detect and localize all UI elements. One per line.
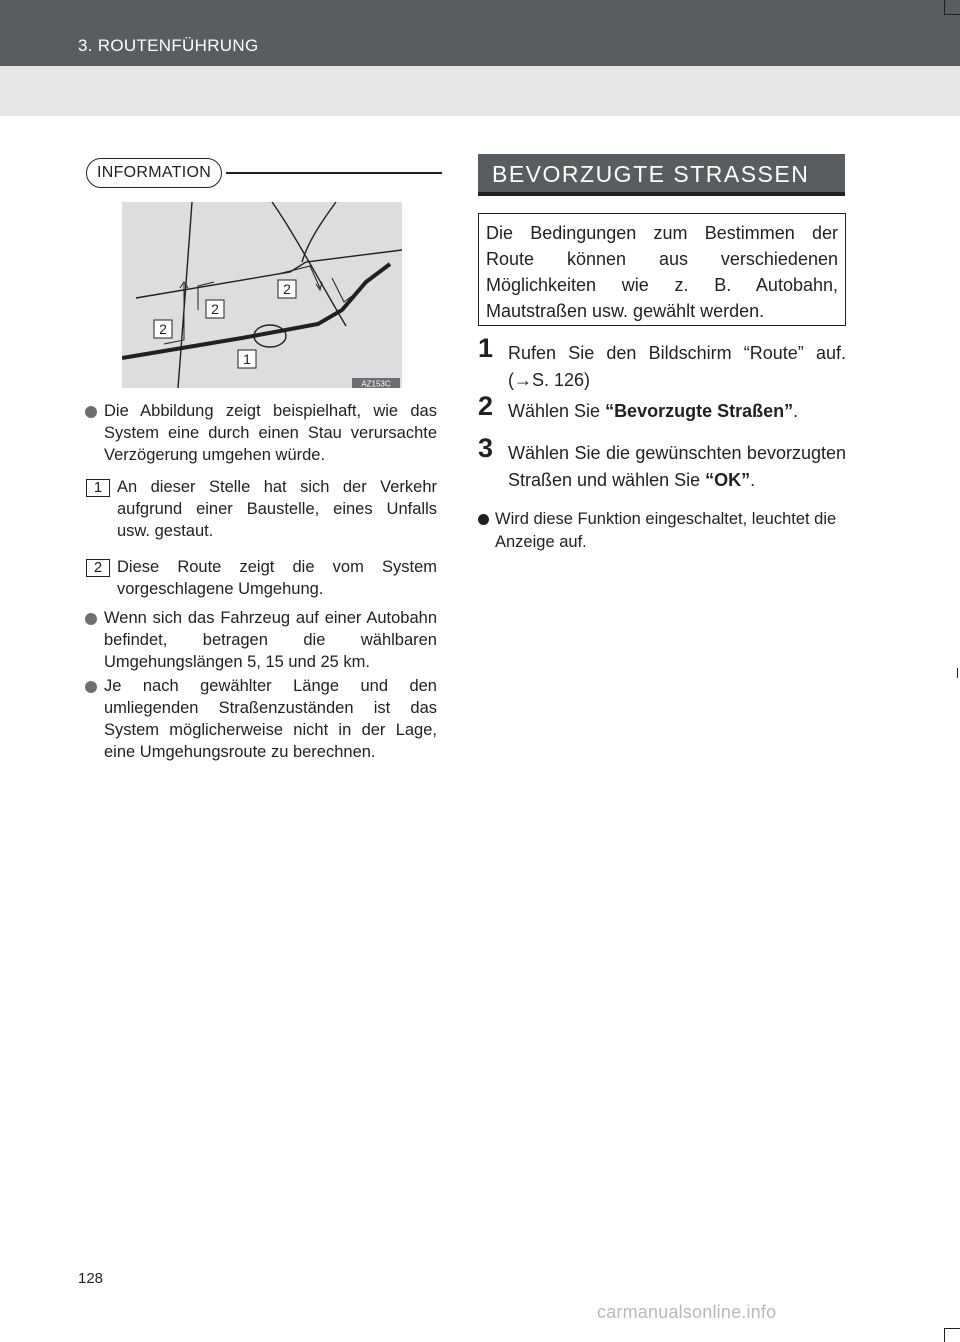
legend-item-2: 2 Diese Route zeigt die vom System vorgeschlagene Umgehung. xyxy=(86,556,437,600)
bullet-dot xyxy=(85,681,97,693)
note-bullet: Wird diese Funktion eingeschaltet, leuchtet die Anzeige auf. xyxy=(478,508,846,554)
header-band xyxy=(0,66,960,116)
step-number-3: 3 xyxy=(478,433,494,463)
section-title: 3. ROUTENFÜHRUNG xyxy=(78,36,259,55)
map-marker-1: 1 xyxy=(243,351,251,367)
step-number-2: 2 xyxy=(478,391,494,421)
section-heading-bevorzugte-strassen: BEVORZUGTE STRASSEN xyxy=(478,154,845,196)
information-rule xyxy=(226,172,442,174)
info-bullet-2: Wenn sich das Fahrzeug auf einer Autobahn befindet, betragen die wählbaren Umgehungslängen 5, 15 und 25 km. xyxy=(85,607,437,673)
crop-mark-top xyxy=(944,0,945,14)
information-label: INFORMATION xyxy=(86,158,222,188)
legend-number-1: 1 xyxy=(86,479,110,497)
bullet-dot xyxy=(85,613,97,625)
info-bullet-3: Je nach gewählter Länge und den umliegenden Straßenzuständen ist das System möglicherweise nicht in der Lage, eine Umgehungsroute zu berechnen. xyxy=(85,675,437,763)
step-3: 3 Wählen Sie die gewünschten bevorzugten Straßen und wählen Sie “OK”. xyxy=(478,433,846,490)
bullet-dot xyxy=(478,514,489,525)
legend-item-1: 1 An dieser Stelle hat sich der Verkehr aufgrund einer Baustelle, eines Unfalls usw. gestaut. xyxy=(86,476,437,542)
detour-map-figure xyxy=(122,202,402,388)
legend-number-2: 2 xyxy=(86,559,110,577)
info-bullet-1: Die Abbildung zeigt beispielhaft, wie das System eine durch einen Stau verursachte Verzögerung umgehen würde. xyxy=(85,400,437,466)
map-marker-2-right: 2 xyxy=(283,281,291,297)
menu-option-bevorzugte-strassen: “Bevorzugte Straßen” xyxy=(605,401,794,421)
intro-box: Die Bedingungen zum Bestimmen der Route können aus verschiedenen Möglichkeiten wie z. B. Autobahn, Mautstraßen usw. gewählt werden. xyxy=(478,213,846,326)
watermark: carmanualsonline.info xyxy=(597,1302,777,1322)
step-number-1: 1 xyxy=(478,333,494,363)
page-number: 128 xyxy=(78,1270,104,1287)
map-marker-2-center: 2 xyxy=(211,301,219,317)
map-marker-2-left: 2 xyxy=(159,321,167,337)
crop-mark-bottom-v xyxy=(944,1328,945,1342)
crop-mark-top-h xyxy=(944,14,960,15)
step-1: 1 Rufen Sie den Bildschirm “Route” auf. (→S. 126) xyxy=(478,333,846,390)
step-2: 2 Wählen Sie “Bevorzugte Straßen”. xyxy=(478,391,799,421)
header-bar xyxy=(0,0,960,66)
crop-mark-bottom xyxy=(944,1328,960,1329)
figure-code: AZ153C xyxy=(361,379,391,388)
menu-option-ok: “OK” xyxy=(705,470,751,490)
bullet-dot xyxy=(85,406,97,418)
crop-mark-mid xyxy=(957,668,958,678)
